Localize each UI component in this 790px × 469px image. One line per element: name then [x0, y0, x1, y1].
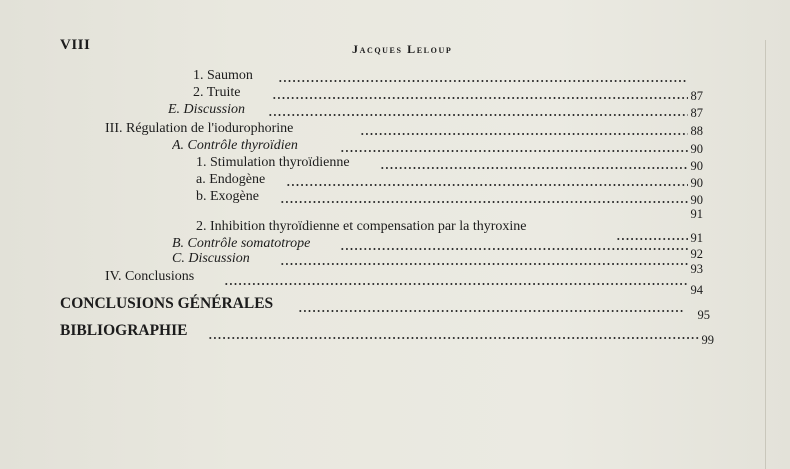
- page-number: VIII: [60, 37, 91, 53]
- toc-entry-label: A. Contrôle thyroïdien: [172, 138, 298, 153]
- leader-dots: [360, 133, 688, 135]
- toc-page-number: 90: [690, 193, 703, 207]
- leader-dots: [380, 167, 688, 169]
- toc-entry: [105, 120, 690, 138]
- leader-dots: [272, 97, 688, 99]
- toc-page-number: 90: [690, 159, 703, 173]
- toc-entry: [196, 171, 690, 189]
- toc-entry: [196, 188, 690, 206]
- toc-page-number: 94: [690, 283, 703, 297]
- toc-page-number: 90: [690, 176, 703, 190]
- toc-entry: [172, 250, 690, 268]
- toc-entry-label: C. Discussion: [172, 251, 250, 266]
- toc-page-number: 88: [690, 124, 703, 138]
- toc-page-number: 92: [690, 247, 703, 261]
- leader-dots: [298, 310, 684, 312]
- leader-dots: [208, 337, 700, 339]
- toc-entry-label: CONCLUSIONS GÉNÉRALES: [60, 295, 274, 312]
- leader-dots: [340, 150, 688, 152]
- toc-entry-label: 1. Stimulation thyroïdienne: [196, 155, 350, 170]
- toc-entry: [193, 67, 690, 85]
- toc-entry-label: E. Discussion: [168, 102, 245, 117]
- leader-dots: [280, 263, 688, 265]
- toc-entry-label: 1. Saumon: [193, 68, 253, 83]
- toc-page-number: 87: [690, 106, 703, 120]
- toc-entry: [193, 84, 690, 102]
- toc-entry: [196, 154, 690, 172]
- toc-page-number: 91: [690, 231, 703, 245]
- toc-entry-label: IV. Conclusions: [105, 269, 195, 284]
- leader-dots: [268, 114, 688, 116]
- toc-entry: [168, 101, 690, 119]
- toc-page-number: 90: [690, 142, 703, 156]
- toc-entry-label: 2. Truite: [193, 85, 241, 100]
- toc-page-number: 99: [701, 333, 714, 347]
- toc-page-number: 87: [690, 89, 703, 103]
- toc-page-number: 91: [690, 207, 703, 221]
- toc-entry-label: 2. Inhibition thyroïdienne et compensation par la thyroxine: [196, 219, 527, 234]
- toc-entry-label: B. Contrôle somatotrope: [172, 236, 311, 251]
- toc-page-number: 95: [697, 308, 710, 322]
- leader-dots: [286, 184, 688, 186]
- toc-entry-label: BIBLIOGRAPHIE: [60, 322, 188, 339]
- leader-dots: [278, 80, 688, 82]
- leader-dots: [280, 201, 688, 203]
- toc-entry-label: b. Exogène: [196, 189, 259, 204]
- toc-entry: [172, 137, 690, 155]
- running-head-author: Jacques Leloup: [352, 42, 453, 56]
- toc-entry-label: III. Régulation de l'iodurophorine: [105, 121, 294, 136]
- page-edge: [765, 40, 766, 469]
- leader-dots: [224, 283, 688, 285]
- toc-entry-label: a. Endogène: [196, 172, 266, 187]
- toc-page-number: 93: [690, 262, 703, 276]
- toc-entry: [196, 218, 690, 236]
